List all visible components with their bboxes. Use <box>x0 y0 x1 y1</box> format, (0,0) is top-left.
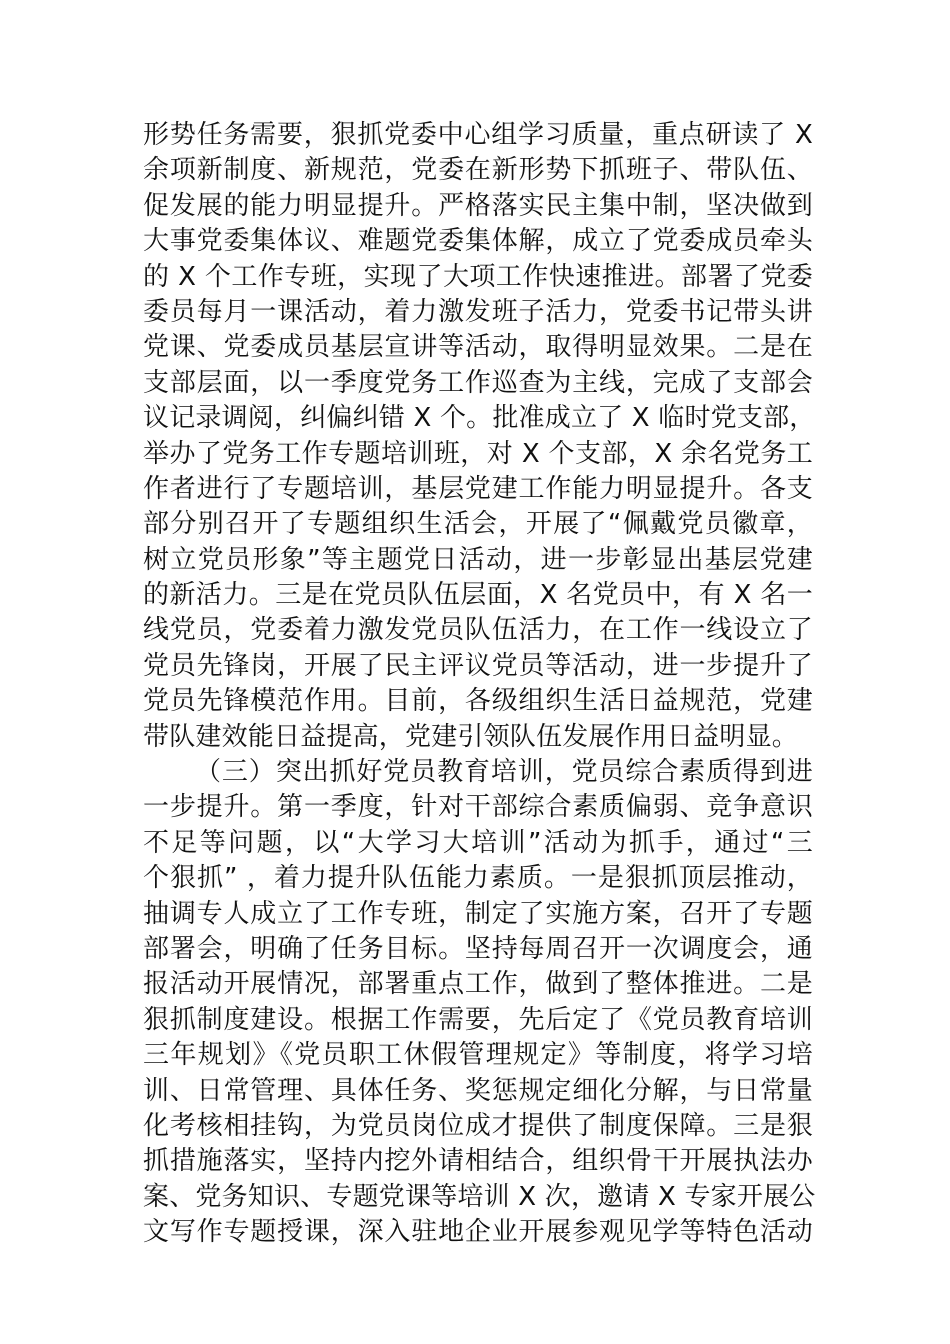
text-line: 一步提升。第一季度，针对干部综合素质偏弱、竞争意识 <box>143 792 813 823</box>
text-line: 报活动开展情况，部署重点工作，做到了整体推进。二是 <box>143 969 813 1000</box>
text-line: 议记录调阅，纠偏纠错 X 个。批准成立了 X 临时党支部， <box>143 403 816 434</box>
text-line: 的新活力。三是在党员队伍层面，X 名党员中，有 X 名一 <box>143 580 813 611</box>
text-line: 大事党委集体议、难题党委集体解，成立了党委成员牵头 <box>143 226 813 257</box>
text-line: 委员每月一课活动，着力激发班子活力，党委书记带头讲 <box>143 296 813 327</box>
text-line: 树立党员形象”等主题党日活动，进一步彰显出基层党建 <box>143 544 813 575</box>
text-line: 部分别召开了专题组织生活会，开展了“佩戴党员徽章， <box>143 509 813 540</box>
text-line: 狠抓制度建设。根据工作需要，先后定了《党员教育培训 <box>143 1004 813 1035</box>
text-line: 三年规划》《党员职工休假管理规定》等制度，将学习培 <box>143 1040 813 1071</box>
text-line: 形势任务需要，狠抓党委中心组学习质量，重点研读了 X <box>143 120 813 150</box>
text-line: 化考核相挂钩，为党员岗位成才提供了制度保障。三是狠 <box>143 1110 813 1141</box>
text-line: 抓措施落实，坚持内挖外请相结合，组织骨干开展执法办 <box>143 1146 813 1177</box>
text-line: 党员先锋模范作用。目前，各级组织生活日益规范，党建 <box>143 686 813 717</box>
text-line: 作者进行了专题培训，基层党建工作能力明显提升。各支 <box>143 473 813 504</box>
text-line: 文写作专题授课，深入驻地企业开展参观见学等特色活动 <box>143 1217 813 1248</box>
text-line: 训、日常管理、具体任务、奖惩规定细化分解，与日常量 <box>143 1075 813 1106</box>
text-line: 余项新制度、新规范，党委在新形势下抓班子、带队伍、 <box>143 155 813 186</box>
text-line: 促发展的能力明显提升。严格落实民主集中制，坚决做到 <box>143 190 813 221</box>
text-line: 案、党务知识、专题党课等培训 X 次，邀请 X 专家开展公 <box>143 1181 816 1212</box>
text-line: 不足等问题，以“大学习大培训”活动为抓手，通过“三 <box>143 827 813 858</box>
text-line: 线党员，党委着力激发党员队伍活力，在工作一线设立了 <box>143 615 813 646</box>
text-line: 举办了党务工作专题培训班，对 X 个支部，X 余名党务工 <box>143 438 813 469</box>
text-line: 的 X 个工作专班，实现了大项工作快速推进。部署了党委 <box>143 261 813 292</box>
text-line: 个狠抓” ，着力提升队伍能力素质。一是狠抓顶层推动， <box>143 863 813 894</box>
paragraph-end-line: 带队建效能日益提高，党建引领队伍发展作用日益明显。 <box>143 721 799 752</box>
body-text <box>143 118 816 1251</box>
text-line: 支部层面，以一季度党务工作巡查为主线，完成了支部会 <box>143 367 813 398</box>
section-heading-line: （三）突出抓好党员教育培训，党员综合素质得到进 <box>195 757 813 788</box>
text-line: 党课、党委成员基层宣讲等活动，取得明显效果。二是在 <box>143 332 813 363</box>
text-line: 党员先锋岗，开展了民主评议党员等活动，进一步提升了 <box>143 650 813 681</box>
text-line: 部署会，明确了任务目标。坚持每周召开一次调度会，通 <box>143 933 813 964</box>
text-line: 抽调专人成立了工作专班，制定了实施方案，召开了专题 <box>143 898 813 929</box>
